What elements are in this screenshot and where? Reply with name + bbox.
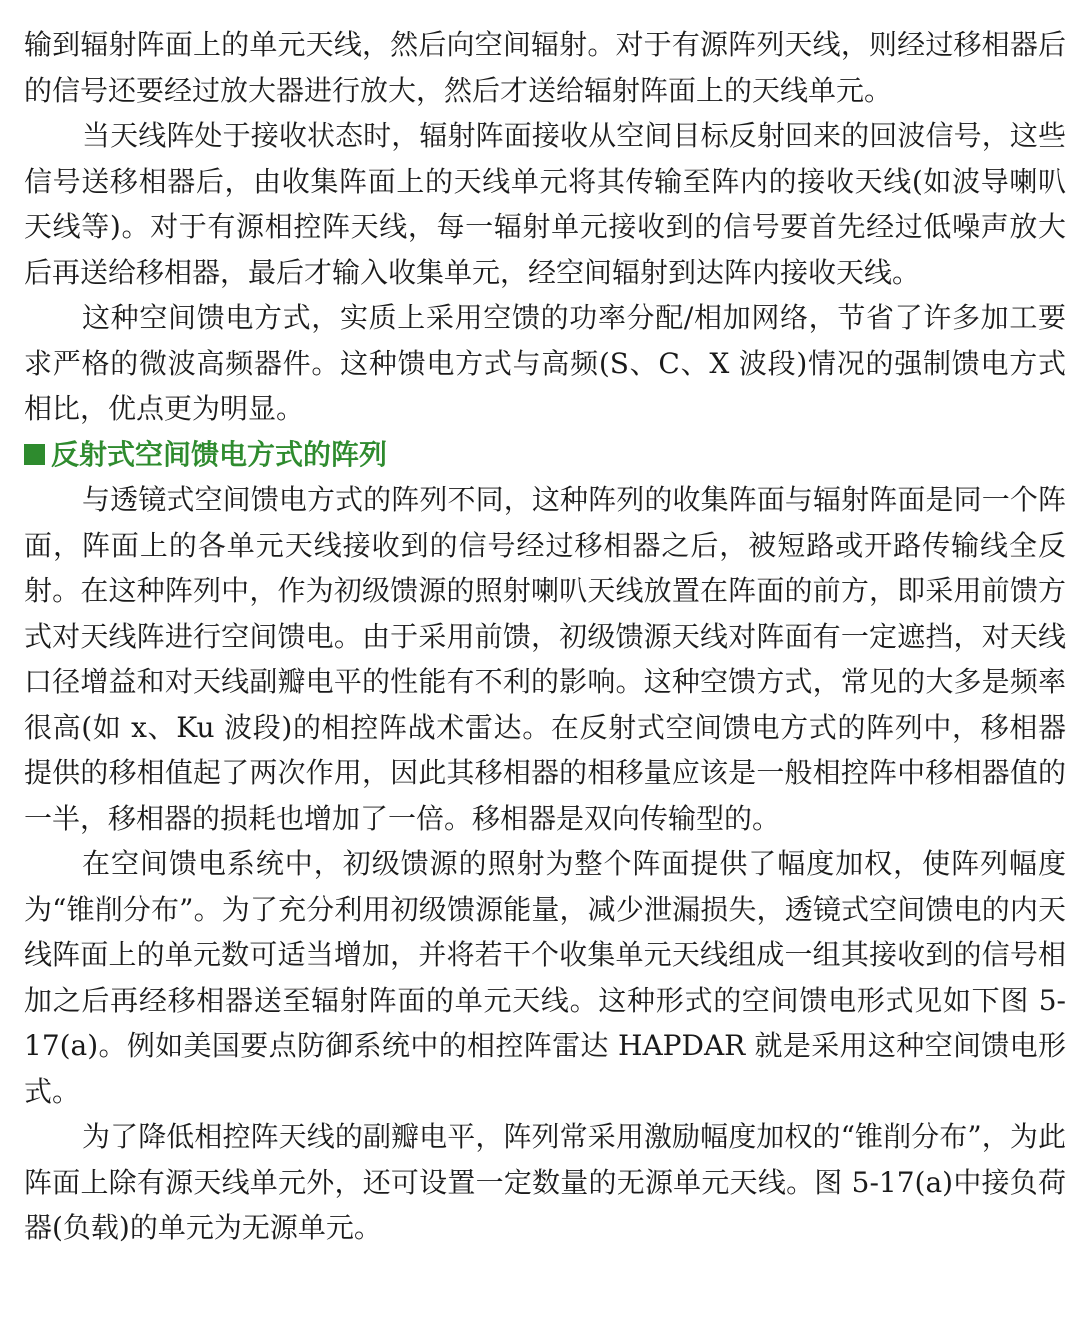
paragraph-space-feed: 这种空间馈电方式，实质上采用空馈的功率分配/相加网络，节省了许多加工要求严格的微波高频器件。这种馈电方式与高频(S、C、X 波段)情况的强制馈电方式相比，优点更为明显。 (24, 301, 1066, 425)
document-page (24, 22, 1066, 1251)
paragraph-reflective-array: 与透镜式空间馈电方式的阵列不同，这种阵列的收集阵面与辐射阵面是同一个阵面，阵面上的各单元天线接收到的信号经过移相器之后，被短路或开路传输线全反射。在这种阵列中，作为初级馈源的照射喇叭天线放置在阵面的前方，即采用前馈方式对天线阵进行空间馈电。由于采用前馈，初级馈源天线对阵面有一定遮挡，对天线口径增益和对天线副瓣电平的性能有不利的影响。这种空馈方式，常见的大多是频率很高(如 x、Ku 波段)的相控阵战术雷达。在反射式空间馈电方式的阵列中，移相器提供的移相值起了两次作用，因此其移相器的相移量应该是一般相控阵中移相器值的一半，移相器的损耗也增加了一倍。移相器是双向传输型的。 (24, 483, 1066, 835)
paragraph-continuation: 输到辐射阵面上的单元天线，然后向空间辐射。对于有源阵列天线，则经过移相器后的信号还要经过放大器进行放大，然后才送给辐射阵面上的天线单元。 (24, 28, 1066, 107)
square-bullet-icon (24, 444, 45, 465)
section-heading (24, 432, 1066, 478)
paragraph-receive-state: 当天线阵处于接收状态时，辐射阵面接收从空间目标反射回来的回波信号，这些信号送移相器后，由收集阵面上的天线单元将其传输至阵内的接收天线(如波导喇叭天线等)。对于有源相控阵天线，每一辐射单元接收到的信号要首先经过低噪声放大后再送给移相器，最后才输入收集单元，经空间辐射到达阵内接收天线。 (24, 119, 1066, 289)
paragraph-sidelobe-level: 为了降低相控阵天线的副瓣电平，阵列常采用激励幅度加权的“锥削分布”，为此阵面上除有源天线单元外，还可设置一定数量的无源单元天线。图 5-17(a)中接负荷器(负载)的单元为无源单元。 (24, 1120, 1066, 1244)
paragraph-amplitude-weighting: 在空间馈电系统中，初级馈源的照射为整个阵面提供了幅度加权，使阵列幅度为“锥削分布”。为了充分利用初级馈源能量，减少泄漏损失，透镜式空间馈电的内天线阵面上的单元数可适当增加，并将若干个收集单元天线组成一组其接收到的信号相加之后再经移相器送至辐射阵面的单元天线。这种形式的空间馈电形式见如下图 5-17(a)。例如美国要点防御系统中的相控阵雷达 HAPDAR 就是采用这种空间馈电形式。 (24, 847, 1066, 1108)
section-heading-text: 反射式空间馈电方式的阵列 (51, 437, 388, 471)
